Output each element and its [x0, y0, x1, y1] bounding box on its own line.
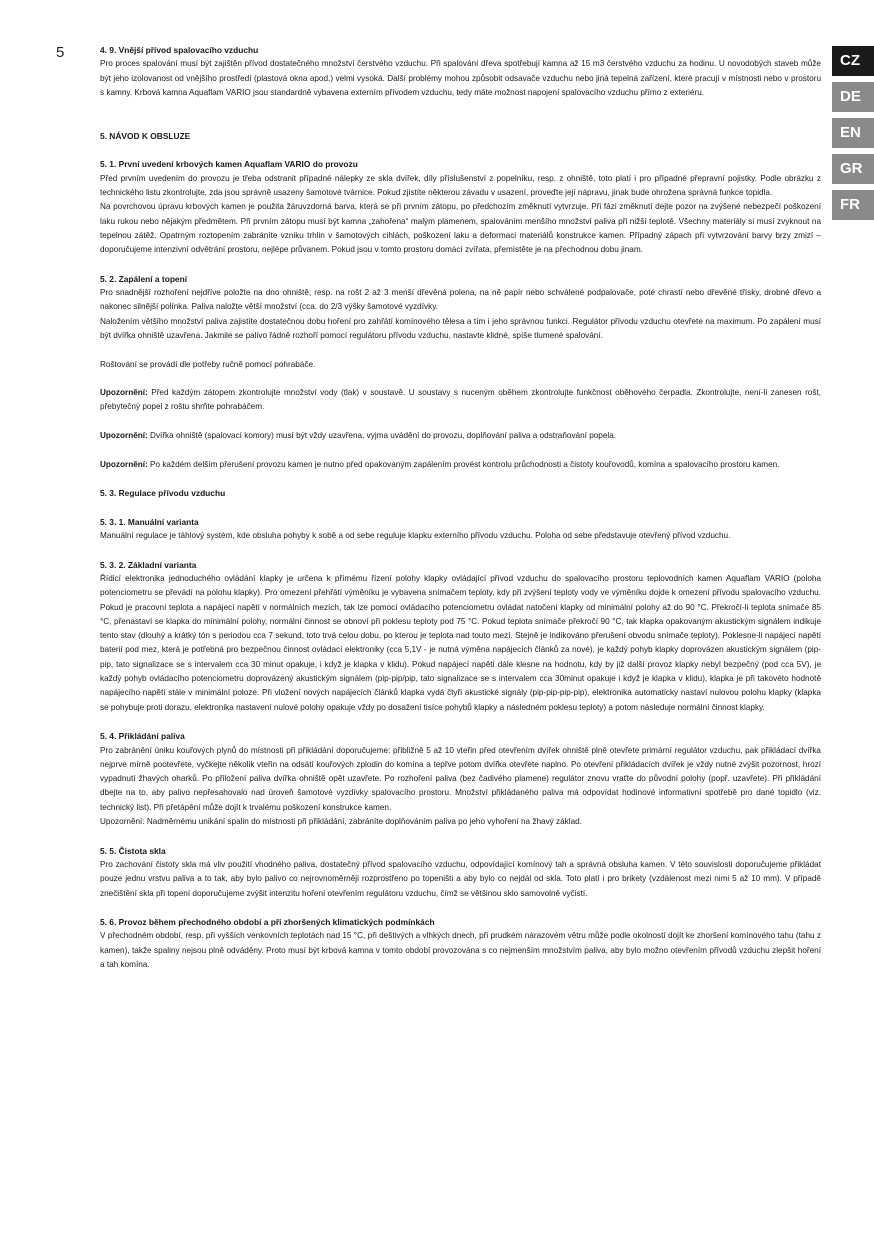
warning-label: Upozornění:: [100, 388, 148, 398]
warning-1: [100, 386, 821, 415]
section-text-5-4-b: Upozornění: Nadměrnému unikání spalin do místnosti při přikládání, zabráníte doplňováním paliva po jeho vyhoření na žhavý základ.: [100, 817, 582, 827]
warning-text: Po každém delším přerušení provozu kamen je nutno před opakovaným zapálením provést kontrolu průchodnosti a čistoty kouřovodů, komína a spalovacího prostoru kamen.: [147, 459, 780, 469]
document-body: [100, 43, 821, 972]
section-text-5-1-b: Na povrchovou úpravu krbových kamen je použita žáruvzdorná barva, která se při prvním zátopu, po předchozím změknutí vytvrzuje. Při fázi změknutí dejte pozor na zvýšené nebezpečí poškození laku rukou nebo nějakým předmětem. Při prvním zátopu musí být kamna „zahořena“ malým plamenem, spalováním menšího množství paliva při nižší teplotě. Všechny materiály si musí zvyknout na tepelnou zátěž. Opatrným roztopením zabráníte vzniku trhlin v šamotových cihlách, poškození laku a deformaci materiálů konstrukce kamen. Případný zápach při vytvrzování barvy brzy zmizí – doporučujeme intenzivní odvětrání prostoru, nejlépe průvanem. Pokud jsou v tomto prostoru domácí zvířata, přemístěte je na přechodnou dobu jinam.: [100, 202, 821, 255]
section-text-5-4-a: Pro zabránění úniku kouřových plynů do místnosti při přikládání doporučujeme: přibližně 5 až 10 vteřin před otevřením dvířek ohniště plně otevřete primární regulátor vzduchu, pak přikládací dvířka nejprve mírně pootevřete, vyčkejte několik vteřin na odsátí kouřových zplodin do komína a tepřve potom dvířka otevřete naplno. Po otevření přikládacích dvířek je vždy nutné zvýšit pozornost, hrozí vypadnutí žhavých oharků. Po přiložení paliva dvířka ohniště opět uzavřete. Po rozhoření paliva (bez čadivého plamene) regulátor znovu vraťte do původní polohy (popř. uzavřete). Při přikládání dbejte na to, aby palivo nepřesahovalo nad úroveň šamotové vyzdívky spalovacího prostoru. Množství přikládaného paliva má odpovídat hodinové informativní spotřebě pro dané topidlo (viz. technický list). Při přetápění může dojít k trvalému poškození konstrukce kamen.: [100, 745, 821, 812]
section-text-5-3-1: Manuální regulace je táhlový systém, kde obsluha pohyby k sobě a od sebe reguluje klapku externího přívodu vzduchu. Poloha od sebe představuje otevřený přívod vzduchu.: [100, 531, 731, 541]
tab-fr[interactable]: FR: [832, 190, 874, 220]
warning-text: Dvířka ohniště (spalovací komory) musí být vždy uzavřena, vyjma uvádění do provozu, doplňování paliva a odstraňování popela.: [147, 431, 617, 441]
warning-label: Upozornění:: [100, 459, 148, 469]
section-heading-5-3: 5. 3. Regulace přívodu vzduchu: [100, 488, 226, 499]
section-heading-5-4: 5. 4. Přikládání paliva: [100, 731, 185, 742]
section-text-5-2-b: Naložením většího množství paliva zajistíte dostatečnou dobu hoření pro zahřátí komínového tělesa a tím i jeho správnou funkci. Regulátor přívodu vzduchu otevřete na maximum. Po zapálení musí být dvířka ohniště uzavřena. Jakmile se palivo řádně rozhoří pomocí regulátoru přívodu vzduchu, nastavte klidné, spíše tlumené spalování.: [100, 316, 821, 340]
section-text-4-9: Pro proces spalování musí být zajištěn přívod dostatečného množství čerstvého vzduchu. Při spalování dřeva spotřebují kamna až 15 m3 čerstvého vzduchu za hodinu. U novodobých staveb může být jeho izolovanost od vnějšího prostředí (plastová okna apod.) velmi vysoká. Další problémy mohou způsobit odsavače vzduchu nebo jiná tepelná zařízení, které pracují v místnosti nebo v prostoru s kamny. Krbová kamna Aquaflam VARIO jsou standardně vybavena externím přívodem vzduchu, tedy máte možnost napojení spalovacího vzduchu přímo z exteriéru.: [100, 59, 821, 97]
section-heading-5-6: 5. 6. Provoz během přechodného období a při zhoršených klimatických podmínkách: [100, 917, 435, 928]
section-text-5-5: Pro zachování čistoty skla má vliv použití vhodného paliva, dostatečný přívod spalovacího vzduchu, odpovídající komínový tah a správná obsluha kamen. V této souvislosti doporučujeme přikládat pouze jednu vrstvu paliva a to tak, aby bylo palivo co nejrovnoměrněji rozprostřeno po topeništi a aby bylo co nejdál od skla. Toto platí i pro brikety (vzdálenost mezi nimi 5 až 10 mm). V případě znečištění skla při topení doporučujeme zvýšit intenzitu hoření otevřením regulátoru vzduchu, čímž se většinou sklo samovolně vyčistí.: [100, 859, 821, 898]
section-heading-5-5: 5. 5. Čistota skla: [100, 845, 166, 856]
section-text-5-3-2: Řídicí elektronika jednoduchého ovládání klapky je určena k přímému řízení polohy klapky ovládající přívod vzduchu do spalovacího prostoru teplovodních kamen Aquaflam VARIO (poloha potenciometru se převádí na polohu klapky). Pro omezení přehřátí výměníku je vybavena snímačem teploty, kdy při zvýšení teploty vody ve výměníku dojde k omezení přívodu spalovacího vzduchu. Pokud je pracovní teplota a napájecí napětí v normálních mezích, tak lze pomocí ovládacího potenciometru ovládat natočení klapky od minimální polohy až do 90 °C. Překročí-li teplota snímače 85 °C, přenastaví se klapka do minimální polohy, normální činnost se obnoví při poklesu teploty pod 75 °C. Pokud teplota snímače překročí 90 °C, tak klapka opakovaným akustickým signálem indikuje tento stav (dlouhý a krátký tón s periodou cca 7 sekund, toto trvá celou dobu, po kterou je teplota nad touto mezí. Stejně je indikováno přerušení obvodu snímače teploty). Poklesne-li napájecí napětí baterií pod mez, která je potřebná pro bezpečnou činnost ovládací elektroniky (cca 5,1V - je nutná výměna napájecích článků za nové), je každý pohyb klapky doprovázen akustickým signálem (pip-pip, tato signalizace se s intervalem cca 30 minut opakuje, i když je klapka v klidu). Pokud napájecí napětí dále klesne na hodnotu, kdy by již další provoz klapky nebyl bezpečný (pod cca 5V), je každý pohyb ovládacího potenciometru doprovázený akustickým signálem (pip-pip/pip, tato signalizace se s intervalem cca 30minut opakuje i když je klapka v klidu), klapka je při takovéto hodnotě napájecího napětí stále v minimální poloze. Při vložení nových napájecích článků klapka vydá čtyři akustické signály (pip-pip-pip-pip), elektronika automaticky nastaví nulovou polohu klapky (klapka se pohybuje proti dorazu, elektronika nastavení nulové polohy opakuje vždy po dosažení tisíce pohybů klapky a následném poklesu teploty) a potom následuje normální činnost klapky.: [100, 573, 821, 712]
tab-de[interactable]: DE: [832, 82, 874, 112]
warning-3: [100, 458, 821, 472]
section-text-5-1-a: Před prvním uvedením do provozu je třeba odstranit případné nálepky ze skla dvířek, díly příslušenství z popelníku, resp. z ohniště, toto platí i pro případné přepravní pojistky. Podle obrázku z technického listu zkontrolujte, zda jsou správně usazeny šamotové tvárnice. Pokud zjistíte některou závadu v usazení, proveďte její nápravu, jinak bude ohrožena správná funkce topidla.: [100, 173, 821, 197]
warning-2: [100, 429, 821, 443]
section-heading-4-9: 4. 9. Vnější přívod spalovacího vzduchu: [100, 45, 259, 55]
section-text-5-6: V přechodném období, resp. při vyšších venkovních teplotách nad 15 °C, při deštivých a vlhkých dnech, při prudkém nárazovém větru může podle okolností dojít ke zhoršení komínového tahu (tahu z kamen), takže spaliny nejsou plně odváděny. Proto musí být krbová kamna v tomto období provozována s co nejmenším množstvím paliva, aby bylo možno otevřením přívodů vzduchu zlepšit hoření a tah komína.: [100, 931, 821, 969]
section-text-5-2-c: Roštování se provádí dle potřeby ručně pomocí pohrabáče.: [100, 359, 316, 369]
page-number: 5: [56, 44, 65, 61]
section-heading-5-1: 5. 1. První uvedení krbových kamen Aquaflam VARIO do provozu: [100, 159, 358, 170]
chapter-heading-5: 5. NÁVOD K OBSLUZE: [100, 130, 191, 141]
section-text-5-2-a: Pro snadnější rozhoření nejdříve položte na dno ohniště, resp. na rošt 2 až 3 menší dřevěná polena, na ně papír nebo schválené podpalovače, poté chrastí nebo dřevěné třísky, drobné dřevo a nakonec silnější polínka. Paliva naložte větší množství (cca. do 2/3 výšky šamotové vyzdívky.: [100, 288, 821, 312]
section-heading-5-3-1: 5. 3. 1. Manuální varianta: [100, 516, 199, 527]
warning-label: Upozornění:: [100, 431, 148, 441]
tab-gr[interactable]: GR: [832, 154, 874, 184]
section-heading-5-3-2: 5. 3. 2. Základní varianta: [100, 559, 197, 570]
section-heading-5-2: 5. 2. Zapálení a topení: [100, 273, 188, 284]
tab-cz[interactable]: CZ: [832, 46, 874, 76]
tab-en[interactable]: EN: [832, 118, 874, 148]
language-tabs: [832, 46, 874, 226]
warning-text: Před každým zátopem zkontrolujte množství vody (tlak) v soustavě. U soustavy s nuceným oběhem zkontrolujte funkčnost oběhového čerpadla. Zkontrolujte, není-li zanesen rošt, přebytečný popel z roštu shrňte pohrabáčem.: [100, 388, 821, 412]
